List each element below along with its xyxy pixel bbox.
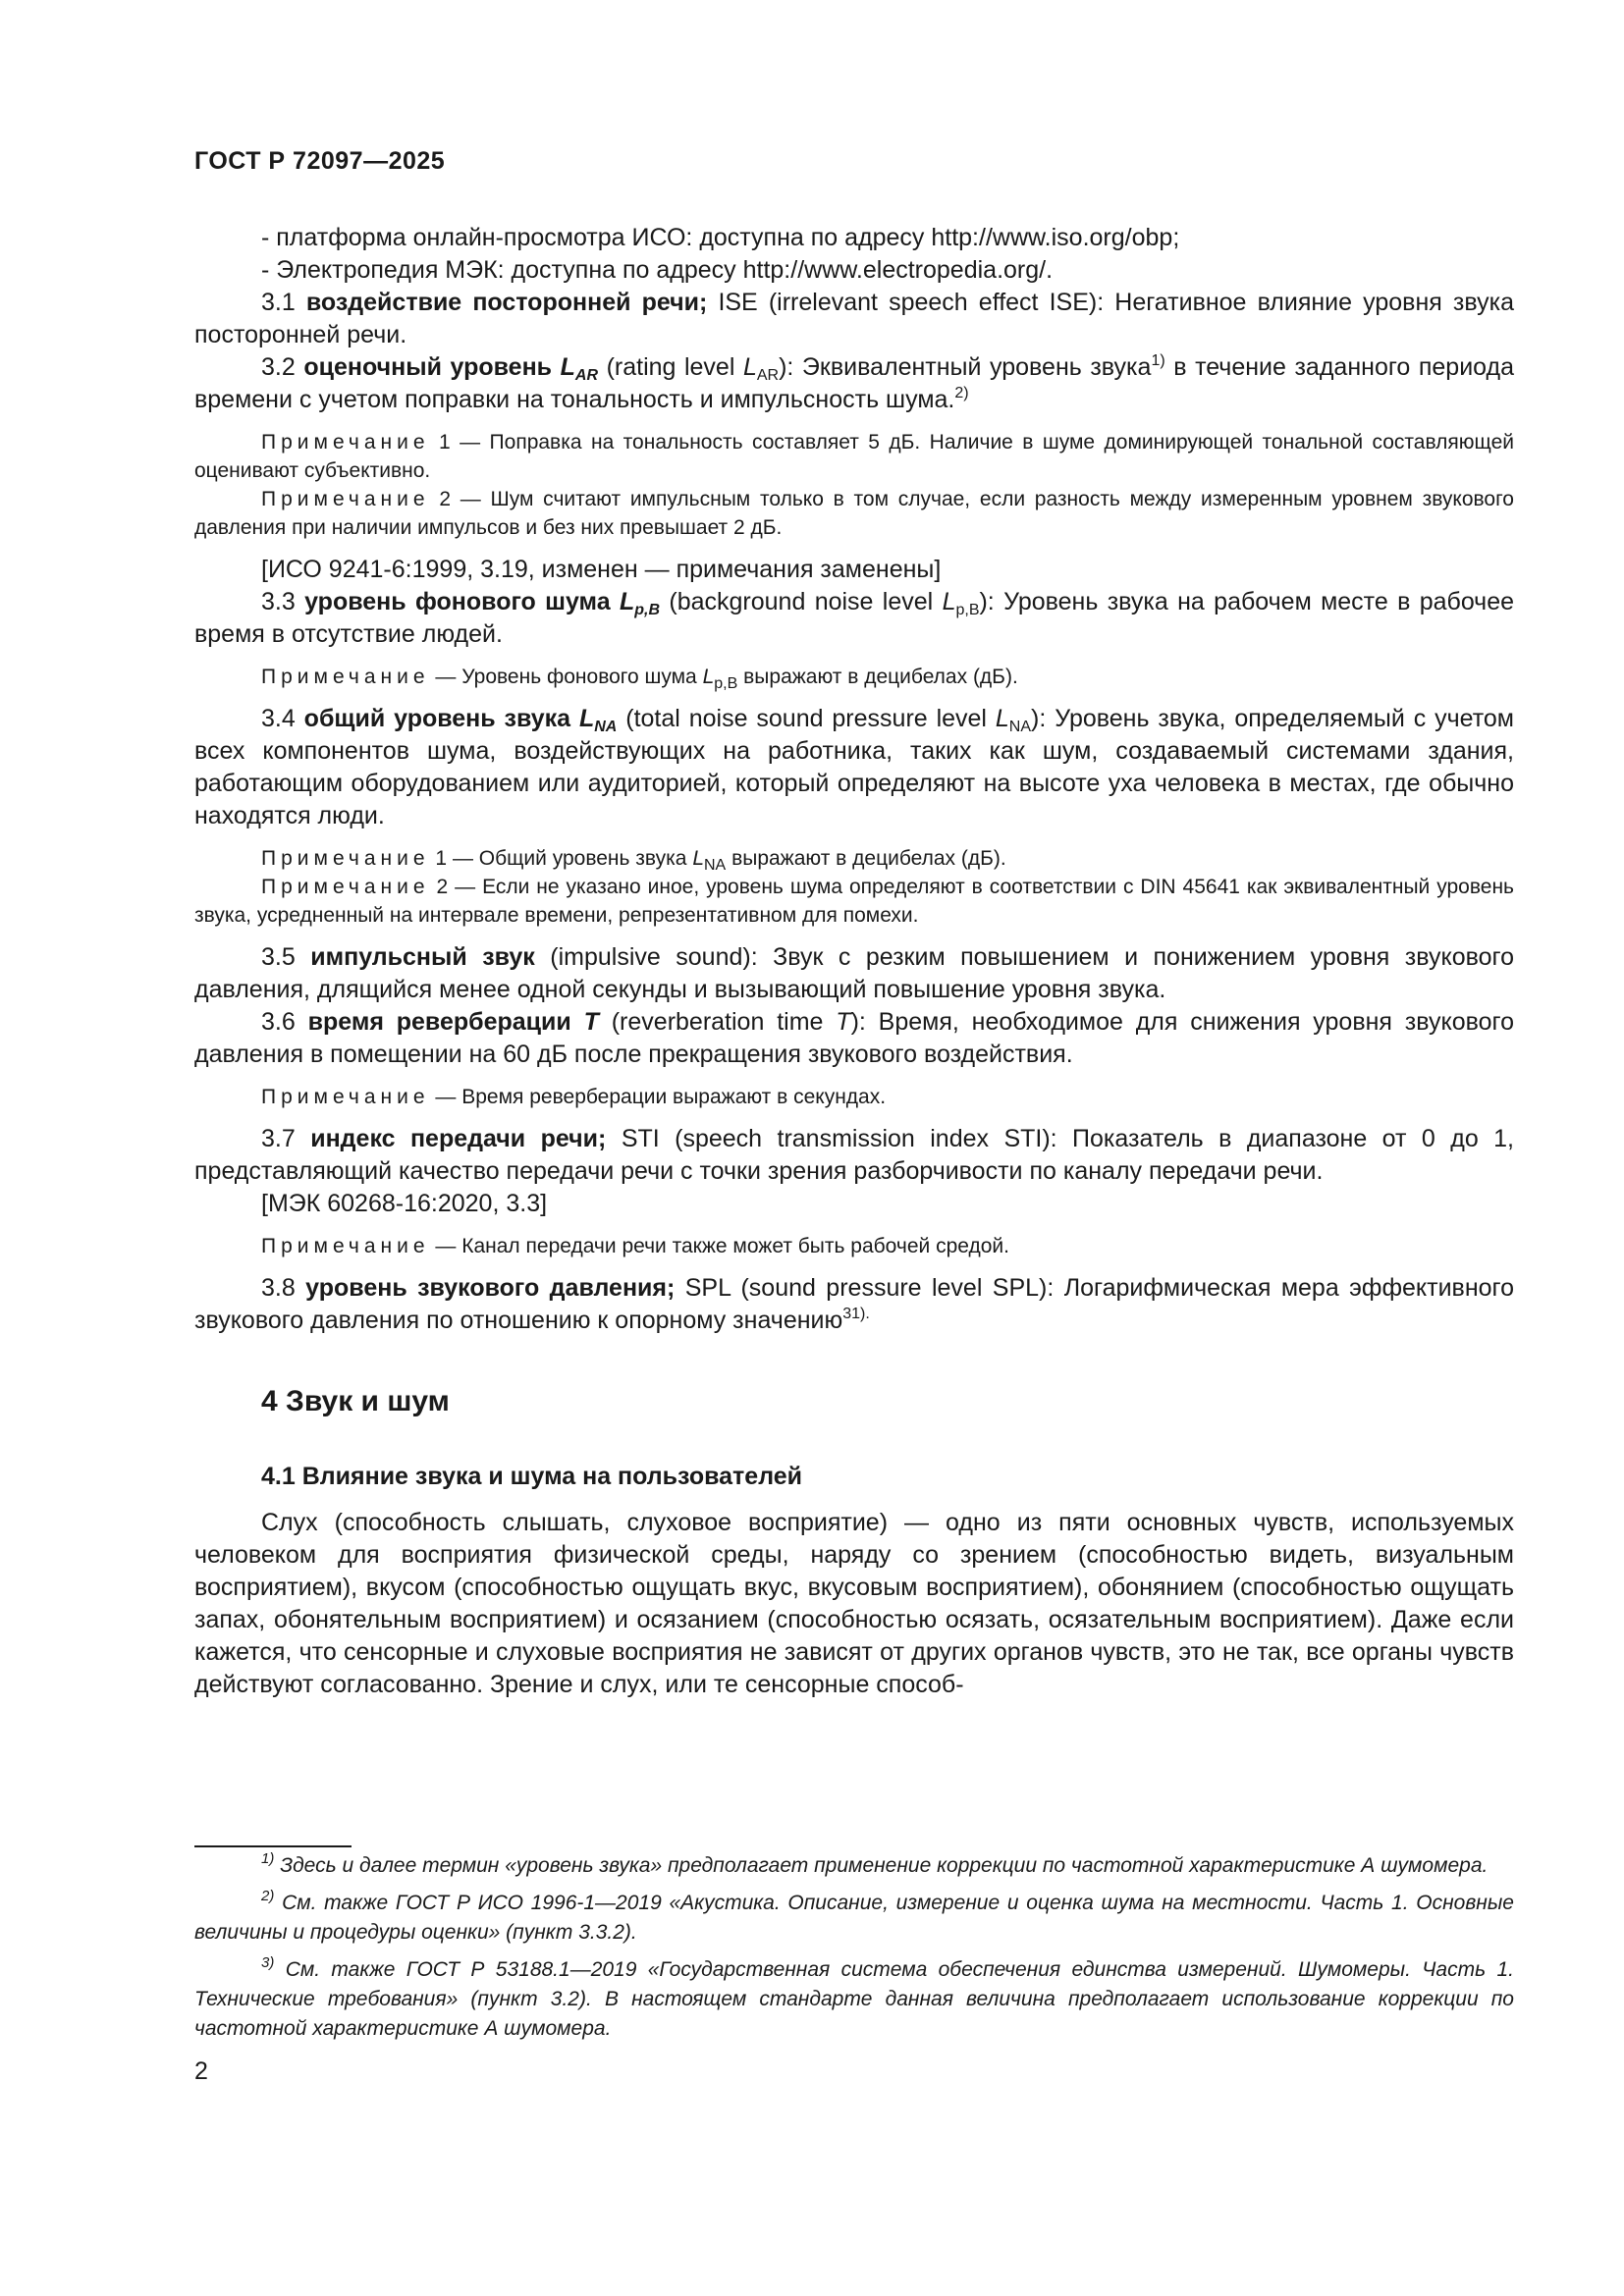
footnote-mark: 2) <box>261 1888 275 1904</box>
inline-symbol: L <box>995 705 1009 732</box>
term-definition: в течение заданного периода времени с учетом поправки на тональность и импульсность шума. <box>194 353 1515 413</box>
note-text: — Общий уровень звука <box>452 847 687 870</box>
term-number: 3.7 <box>261 1125 296 1152</box>
term-number: 3.8 <box>261 1274 296 1302</box>
inline-symbol-sub: NA <box>1008 719 1032 735</box>
term-symbol: $L_{NA}$ <box>578 705 618 735</box>
term-name: уровень звукового давления; <box>305 1274 676 1302</box>
note <box>194 428 1514 485</box>
note-number: 2 <box>436 876 449 898</box>
term-name: уровень фонового шума <box>304 588 611 615</box>
term-name: индекс передачи речи; <box>310 1125 607 1152</box>
footnote-text: См. также ГОСТ Р 53188.1—2019 «Государственная система обеспечения единства измерений. Шумомеры. Часть 1. Технические требования» (пункт 3.2). В настоящем стандарте данная величина предполагает использование коррекции по частотной характеристике А шумомера. <box>194 1958 1514 2040</box>
term-symbol: $L_{p,B}$ <box>619 588 661 618</box>
footnote-mark: 3) <box>261 1954 275 1971</box>
term-number: 3.4 <box>261 705 296 732</box>
note <box>194 873 1514 930</box>
inline-symbol: L <box>692 847 704 870</box>
note-text: — Время реверберации выражают в секундах. <box>435 1086 887 1108</box>
footnote <box>194 1955 1514 2044</box>
note-text: выражают в децибелах (дБ). <box>743 666 1018 688</box>
note-label: Примечание <box>261 666 430 688</box>
term-3-4 <box>194 703 1514 832</box>
term-name: оценочный уровень <box>303 353 553 381</box>
term-definition: (background noise level <box>669 588 934 615</box>
inline-symbol: L <box>742 353 757 381</box>
note-number: 2 <box>439 488 451 510</box>
inline-symbol: L <box>702 666 715 688</box>
note-text: — Если не указано иное, уровень шума определяют в соответствии с DIN 45641 как эквивалентный уровень звука, усредненный на интервале времени, репрезентативном для помехи. <box>194 876 1514 927</box>
note-number: 1 <box>439 431 451 454</box>
term-number: 3.6 <box>261 1008 296 1036</box>
note-label: Примечание <box>261 847 430 870</box>
term-name: общий уровень звука <box>303 705 571 732</box>
term-definition: (reverberation time <box>611 1008 824 1036</box>
note-label: Примечание <box>261 876 430 898</box>
main-content <box>194 222 1514 1701</box>
body-paragraph: Слух (способность слышать, слуховое восприятие) — одно из пяти основных чувств, используемых человеком для восприятия физической среды, наряду со зрением (способностью видеть, визуальным восприятием), вкусом (способностью ощущать вкус, вкусовым восприятием), обонянием (способностью ощущать запах, обонятельным восприятием) и осязанием (способностью осязать, осязательным восприятием). Даже если кажется, что сенсорные и слуховые восприятия не зависят от других органов чувств, это не так, все органы чувств действуют согласованно. Зрение и слух, или те сенсорные способ- <box>194 1509 1514 1698</box>
running-header: ГОСТ Р 72097—2025 <box>194 147 446 175</box>
term-definition: ): Эквивалентный уровень звука <box>779 353 1152 381</box>
term-number: 3.5 <box>261 943 296 971</box>
inline-symbol-sub: p,B <box>714 675 738 692</box>
subsection-heading: 4.1 Влияние звука и шума на пользователей <box>261 1463 803 1490</box>
term-name: воздействие посторонней речи; <box>305 289 708 316</box>
term-symbol: $L_{AR}$ <box>560 353 598 384</box>
term-3-5 <box>194 941 1514 1006</box>
note <box>194 1083 1514 1111</box>
term-number: 3.2 <box>261 353 296 381</box>
inline-symbol-sub: AR <box>756 367 780 384</box>
inline-symbol-sub: p,B <box>955 602 980 618</box>
note-text: — Уровень фонового шума <box>435 666 697 688</box>
term-number: 3.3 <box>261 588 296 615</box>
intro-line-text: - платформа онлайн-просмотра ИСО: доступна по адресу http://www.iso.org/obp; <box>261 224 1180 251</box>
term-definition: ): Уровень звука, определяемый с учетом всех компонентов шума, воздействующих на работника, таких как шум, создаваемый системами здания, работающим оборудованием или аудиторией, который определяют на высоте уха человека в местах, где обычно находятся люди. <box>194 705 1514 829</box>
term-3-7 <box>194 1123 1514 1188</box>
note-text: — Канал передачи речи также может быть рабочей средой. <box>435 1235 1009 1257</box>
footnote-text: Здесь и далее термин «уровень звука» предполагает применение коррекции по частотной характеристике А шумомера. <box>280 1854 1489 1877</box>
term-name: время реверберации <box>307 1008 571 1036</box>
note-label: Примечание <box>261 1086 430 1108</box>
note <box>194 485 1514 542</box>
term-definition: (rating level <box>606 353 735 381</box>
section-heading: 4 Звук и шум <box>261 1385 450 1417</box>
footnote-separator <box>194 1845 352 1847</box>
note-label: Примечание <box>261 431 430 454</box>
footnote <box>194 1889 1514 1948</box>
note-text: — Поправка на тональность составляет 5 дБ. Наличие в шуме доминирующей тональной составляющей оценивают субъективно. <box>194 431 1514 482</box>
footnote-mark: 1) <box>261 1850 275 1867</box>
source-ref: [МЭК 60268-16:2020, 3.3] <box>261 1190 548 1217</box>
term-3-2 <box>194 351 1514 416</box>
term-3-6 <box>194 1006 1514 1071</box>
footnote-ref[interactable]: 2) <box>954 385 969 401</box>
note <box>194 844 1514 873</box>
footnote-text: См. также ГОСТ Р ИСО 1996-1—2019 «Акустика. Описание, измерение и оценка шума на местности. Часть 1. Основные величины и процедуры оценки» (пункт 3.3.2). <box>194 1892 1514 1944</box>
intro-line <box>194 254 1514 287</box>
source-ref: [ИСО 9241-6:1999, 3.19, изменен — примечания заменены] <box>261 556 942 583</box>
term-definition: ISE (irrelevant speech effect ISE): Негативное влияние уровня звука посторонней речи. <box>194 289 1514 348</box>
footnotes <box>194 1851 1514 2052</box>
page-number: 2 <box>194 2057 208 2085</box>
term-definition: STI (speech transmission index STI): Показатель в диапазоне от 0 до 1, представляющий качество передачи речи с точки зрения разборчивости по каналу передачи речи. <box>194 1125 1514 1185</box>
inline-symbol-sub: NA <box>704 857 727 874</box>
term-name: импульсный звук <box>310 943 535 971</box>
inline-symbol: T <box>836 1008 851 1036</box>
note-number: 1 <box>435 847 448 870</box>
footnote-ref[interactable]: 1) <box>1151 352 1165 369</box>
term-3-3 <box>194 586 1514 651</box>
footnote-ref[interactable]: 31). <box>842 1306 870 1322</box>
term-definition: (impulsive sound): Звук с резким повышением и понижением уровня звукового давления, длящийся менее одной секунды и вызывающий повышение уровня звука. <box>194 943 1514 1003</box>
note <box>194 663 1514 691</box>
intro-line <box>194 222 1514 254</box>
term-definition: (total noise sound pressure level <box>625 705 987 732</box>
note-label: Примечание <box>261 1235 430 1257</box>
note-label: Примечание <box>261 488 430 510</box>
term-definition: ): Время, необходимое для снижения уровня звукового давления в помещении на 60 дБ после прекращения звукового воздействия. <box>194 1008 1514 1068</box>
note-text: выражают в децибелах (дБ). <box>731 847 1006 870</box>
term-symbol: T <box>583 1008 599 1036</box>
note <box>194 1232 1514 1260</box>
intro-line-text: - Электропедия МЭК: доступна по адресу http://www.electropedia.org/. <box>261 256 1054 284</box>
term-3-8 <box>194 1272 1514 1337</box>
term-number: 3.1 <box>261 289 296 316</box>
inline-symbol: L <box>942 588 956 615</box>
term-definition: SPL (sound pressure level SPL): Логарифмическая мера эффективного звукового давления по отношению к опорному значению <box>194 1274 1515 1334</box>
term-definition: ): Уровень звука на рабочем месте в рабочее время в отсутствие людей. <box>194 588 1515 648</box>
note-text: — Шум считают импульсным только в том случае, если разность между измеренным уровнем звукового давления при наличии импульсов и без них превышает 2 дБ. <box>194 488 1514 539</box>
term-3-1 <box>194 287 1514 351</box>
footnote <box>194 1851 1514 1881</box>
